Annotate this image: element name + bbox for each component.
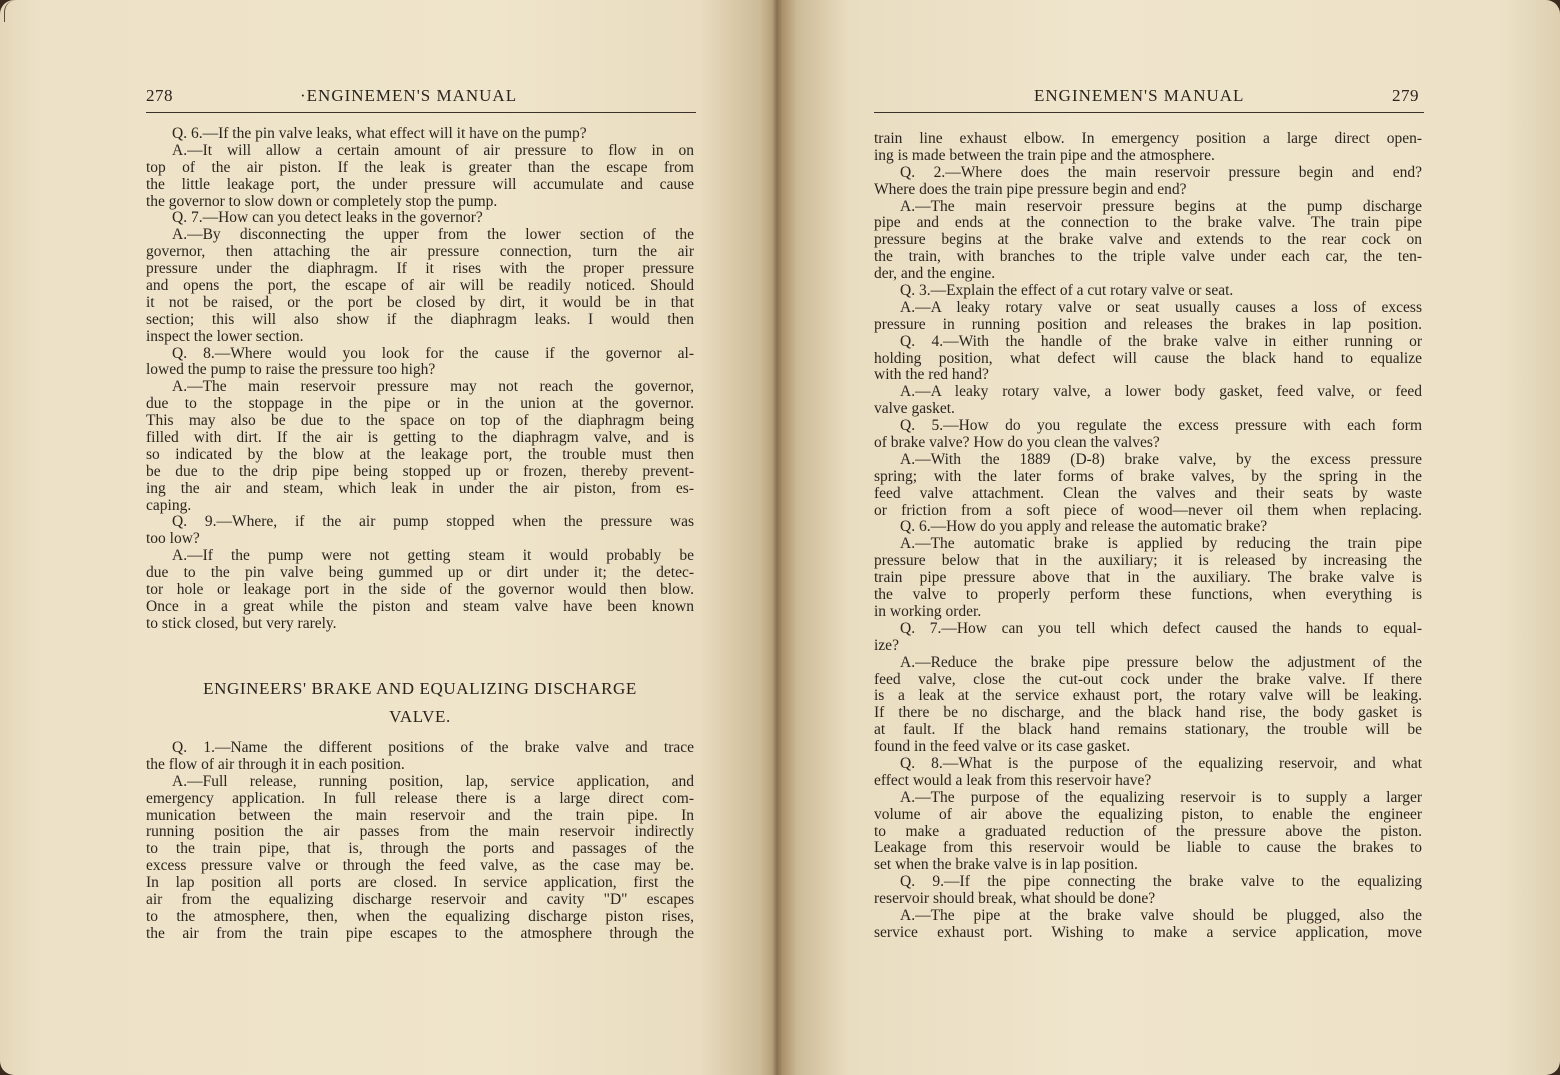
right-running-head: ENGINEMEN'S MANUAL (1034, 86, 1245, 105)
text-line: and opens the port, the escape of air will be readily noticed. Should (146, 277, 694, 295)
text-line: filled with dirt. If the air is getting to the diaphragm valve, and is (146, 429, 694, 447)
text-line: or friction from a soft piece of wood—never oil them when replacing. (874, 501, 1422, 519)
text-line: Q. 7.—How can you tell which defect caused the hands to equal- (900, 619, 1422, 637)
text-line: Q. 8.—What is the purpose of the equalizing reservoir, and what (900, 754, 1422, 772)
right-header-rule (874, 112, 1424, 113)
text-line: it not be raised, or the port be closed by dirt, it would be in that (146, 293, 694, 311)
text-line: train line exhaust elbow. In emergency position a large direct open- (874, 130, 1422, 147)
text-line: Q. 4.—With the handle of the brake valve in either running or (900, 332, 1422, 350)
text-line: the train, with branches to the triple valve under each car, the ten- (874, 248, 1422, 266)
text-line: the valve to properly perform these functions, when everything is (874, 586, 1422, 604)
text-line: A.—The pipe at the brake valve should be plugged, also the (900, 906, 1422, 924)
text-line: inspect the lower section. (146, 327, 304, 345)
right-page (780, 0, 1560, 1075)
text-line: pressure begins at the brake valve and extends to the rear cock on (874, 231, 1422, 249)
text-line: set when the brake valve is in lap position. (874, 856, 1138, 874)
text-line: Q. 1.—Name the different positions of the brake valve and trace (172, 739, 694, 756)
text-line: valve gasket. (874, 400, 955, 418)
text-line: found in the feed valve or its case gasket. (874, 738, 1131, 756)
left-text-block-bottom (146, 740, 694, 943)
text-line: to the atmosphere, then, when the equalizing discharge piston rises, (146, 907, 694, 925)
text-line: tor hole or leakage port in the side of the governor would then blow. (146, 581, 694, 599)
text-line: emergency application. In full release there is a large direct com- (146, 789, 694, 807)
text-line: pressure below that in the auxiliary; it is released by increasing the (874, 552, 1422, 570)
section-title-line-2: VALVE. (389, 707, 451, 726)
text-line: A.—The purpose of the equalizing reservoir is to supply a larger (900, 788, 1422, 806)
text-line: A.—A leaky rotary valve or seat usually causes a loss of excess (900, 298, 1422, 316)
text-line: A.—By disconnecting the upper from the lower section of the (172, 226, 694, 244)
right-page-header (780, 86, 1560, 110)
text-line: Q. 6.—If the pin valve leaks, what effect will it have on the pump? (172, 125, 587, 142)
text-line: to make a graduated reduction of the pressure above the piston. (874, 822, 1422, 840)
text-line: the flow of air through it in each position. (146, 755, 405, 773)
text-line: due to the pin valve being gummed up or dirt under it; the detec- (146, 564, 694, 582)
text-line: governor, then attaching the air pressure connection, turn the air (146, 243, 694, 261)
text-line: section; this will also show if the diaphragm leaks. I would then (146, 310, 694, 328)
text-line: Once in a great while the piston and steam valve have been known (146, 597, 694, 615)
text-line: munication between the main reservoir and the train pipe. In (146, 806, 694, 824)
right-text-block (874, 131, 1422, 942)
book-gutter (772, 0, 782, 1075)
text-line: A.—Reduce the brake pipe pressure below the adjustment of the (900, 653, 1422, 671)
text-line: top of the air piston. If the leak is greater than the escape from (146, 158, 694, 176)
left-header-rule (146, 112, 696, 113)
text-line: is a leak at the service exhaust port, the rotary valve will be leaking. (874, 687, 1422, 705)
section-title (140, 675, 700, 731)
text-line: ing the air and steam, which leak in under the air piston, from es- (146, 479, 694, 497)
left-running-head: ·ENGINEMEN'S MANUAL (300, 86, 518, 105)
text-line: too low? (146, 530, 200, 548)
text-line: with the red hand? (874, 366, 989, 384)
section-title-line-1: ENGINEERS' BRAKE AND EQUALIZING DISCHARGE (203, 679, 637, 698)
text-line: lowed the pump to raise the pressure too high? (146, 361, 436, 379)
text-line: A.—A leaky rotary valve, a lower body gasket, feed valve, or feed (900, 383, 1422, 401)
text-line: due to the stoppage in the pipe or in the union at the governor. (146, 395, 694, 413)
left-text-block-top (146, 126, 694, 633)
left-page-header (0, 86, 780, 110)
text-line: Q. 2.—Where does the main reservoir pressure begin and end? (900, 163, 1422, 181)
text-line: feed valve, close the cut-out cock under the brake valve. If there (874, 670, 1422, 688)
text-line: so indicated by the blow at the leakage port, the trouble must then (146, 445, 694, 463)
text-line: A.—The main reservoir pressure begins at the pump discharge (900, 197, 1422, 215)
text-line: air from the equalizing discharge reservoir and cavity "D" escapes (146, 891, 694, 909)
text-line: at fault. If the black hand remains stationary, the trouble will be (874, 721, 1422, 739)
text-line: A.—The automatic brake is applied by reducing the train pipe (900, 535, 1422, 553)
text-line: running position the air passes from the main reservoir indirectly (146, 823, 694, 841)
text-line: A.—If the pump were not getting steam it would probably be (172, 547, 694, 565)
text-line: to stick closed, but very rarely. (146, 614, 337, 632)
text-line: A.—Full release, running position, lap, service application, and (172, 772, 694, 790)
text-line: service exhaust port. Wishing to make a service application, move (874, 923, 1422, 941)
right-page-number: 279 (1392, 86, 1419, 105)
text-line: pressure in running position and releases the brakes in lap position. (874, 315, 1422, 333)
text-line: Q. 9.—Where, if the air pump stopped when the pressure was (172, 513, 694, 531)
left-page-number: 278 (146, 86, 173, 105)
text-line: be due to the drip pipe being stopped up or frozen, thereby prevent- (146, 462, 694, 480)
text-line: ing is made between the train pipe and the atmosphere. (874, 146, 1215, 164)
text-line: train pipe pressure above that in the auxiliary. The brake valve is (874, 569, 1422, 587)
text-line: Q. 9.—If the pipe connecting the brake valve to the equalizing (900, 873, 1422, 891)
text-line: A.—The main reservoir pressure may not reach the governor, (172, 378, 694, 396)
text-line: Q. 3.—Explain the effect of a cut rotary valve or seat. (900, 282, 1234, 300)
text-line: der, and the engine. (874, 265, 996, 283)
text-line: A.—It will allow a certain amount of air pressure to flow in on (172, 141, 694, 159)
text-line: holding position, what defect will cause the black hand to equalize (874, 349, 1422, 367)
text-line: Q. 7.—How can you detect leaks in the governor? (172, 209, 483, 227)
text-line: This may also be due to the space on top of the diaphragm being (146, 412, 694, 430)
text-line: Where does the train pipe pressure begin and end? (874, 180, 1187, 198)
text-line: In lap position all ports are closed. In service application, first the (146, 874, 694, 892)
text-line: in working order. (874, 602, 982, 620)
text-line: Q. 6.—How do you apply and release the automatic brake? (900, 518, 1268, 536)
text-line: A.—With the 1889 (D-8) brake valve, by the excess pressure (900, 450, 1422, 468)
text-line: Q. 5.—How do you regulate the excess pressure with each form (900, 417, 1422, 435)
text-line: Q. 8.—Where would you look for the cause if the governor al- (172, 344, 694, 362)
text-line: Leakage from this reservoir would be liable to cause the brakes to (874, 839, 1422, 857)
text-line: to the train pipe, that is, through the ports and passages of the (146, 840, 694, 858)
text-line: reservoir should break, what should be done? (874, 890, 1156, 908)
page-corner-mark (4, 0, 19, 22)
text-line: of brake valve? How do you clean the valves? (874, 434, 1160, 452)
text-line: feed valve attachment. Clean the valves and their seats by waste (874, 484, 1422, 502)
text-line: caping. (146, 496, 192, 514)
text-line: ize? (874, 636, 899, 654)
text-line: If there be no discharge, and the black hand rise, the body gasket is (874, 704, 1422, 722)
text-line: volume of air above the equalizing piston, to enable the engineer (874, 805, 1422, 823)
text-line: the governor to slow down or completely stop the pump. (146, 192, 498, 210)
text-line: the air from the train pipe escapes to the atmosphere through the (146, 924, 694, 942)
text-line: spring; with the later forms of brake valves, by the spring in the (874, 467, 1422, 485)
text-line: pressure under the diaphragm. If it rises with the proper pressure (146, 260, 694, 278)
text-line: excess pressure valve or through the feed valve, as the case may be. (146, 857, 694, 875)
text-line: effect would a leak from this reservoir have? (874, 771, 1152, 789)
text-line: pipe and ends at the connection to the brake valve. The train pipe (874, 214, 1422, 232)
text-line: the little leakage port, the under pressure will accumulate and cause (146, 175, 694, 193)
